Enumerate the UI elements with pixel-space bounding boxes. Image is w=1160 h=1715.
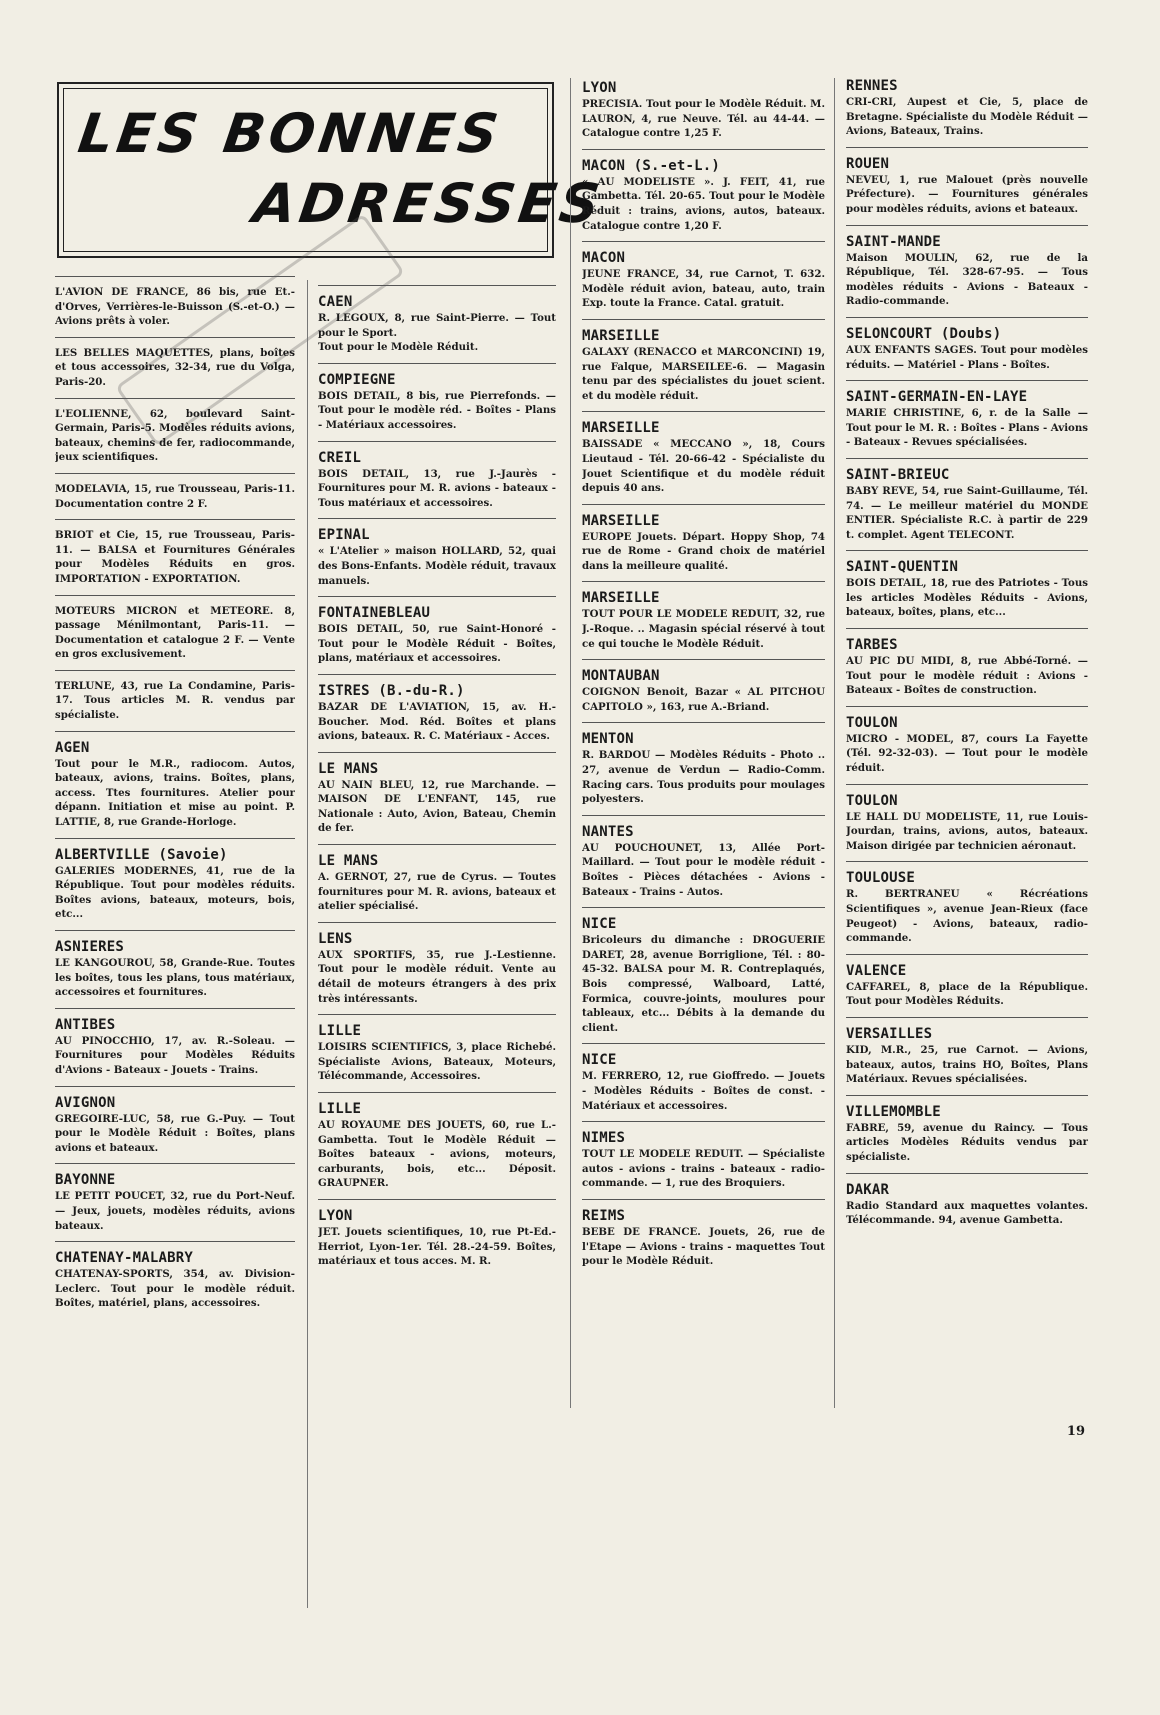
- address-entry: [846, 706, 1088, 784]
- city-heading: NICE: [582, 916, 617, 933]
- city-heading: ROUEN: [846, 155, 890, 172]
- column-divider: [307, 280, 308, 1608]
- address-text: TOUT POUR LE MODELE REDUIT, 32, rue J.-Roque. .. Magasin spécial réservé à tout ce qui touche le Modèle Réduit.: [582, 608, 825, 650]
- address-text: BABY REVE, 54, rue Saint-Guillaume, Tél. 74. — Le meilleur matériel du MONDE ENTIER. Spécialiste R.C. à partir de 229 t. complet. Agent TELECONT.: [846, 484, 1088, 541]
- address-text: LOISIRS SCIENTIFICS, 3, place Richebé. Spécialiste Avions, Bateaux, Moteurs, Télécommande, Accessoires.: [318, 1041, 556, 1083]
- address-entry: [582, 907, 825, 1043]
- city-heading: LYON: [582, 80, 617, 96]
- address-entry: [55, 1163, 295, 1241]
- address-entry: [582, 149, 825, 241]
- city-heading: LE MANS: [318, 760, 379, 777]
- address-text: KID, M.R., 25, rue Carnot. — Avions, bateaux, autos, trains HO, Boîtes, Plans Matériaux. Revues spécialisées.: [846, 1043, 1088, 1086]
- city-heading: BAYONNE: [55, 1172, 116, 1189]
- city-heading: RENNES: [846, 78, 898, 94]
- address-entry: [582, 1199, 825, 1277]
- address-entry: [318, 1199, 556, 1277]
- city-heading: LYON: [318, 1207, 353, 1224]
- address-text: BOIS DETAIL, 8 bis, rue Pierrefonds. — Tout pour le modèle réd. - Boîtes - Plans - Matériaux accessoires.: [318, 389, 556, 431]
- address-text: MOTEURS MICRON et METEORE. 8, passage Ménilmontant, Paris-11. — Documentation et catalogue 2 F. — Vente en gros exclusivement.: [55, 604, 295, 661]
- city-heading: MARSEILLE: [582, 512, 660, 529]
- address-text: EUROPE Jouets. Départ. Hoppy Shop, 74 rue de Rome - Grand choix de matériel dans la meilleure qualité.: [582, 530, 825, 572]
- address-text: BRIOT et Cie, 15, rue Trousseau, Paris-11. — BALSA et Fournitures Générales pour Modèles Réduits en gros. IMPORTATION - EXPORTATION.: [55, 529, 295, 585]
- address-entry: [582, 319, 825, 411]
- city-heading: MONTAUBAN: [582, 668, 660, 685]
- city-heading: TARBES: [846, 637, 898, 654]
- address-entry: [582, 581, 825, 659]
- address-text: R. LEGOUX, 8, rue Saint-Pierre. — Tout pour le Sport. Tout pour le Modèle Réduit.: [318, 312, 556, 354]
- address-text: LE HALL DU MODELISTE, 11, rue Louis-Jourdan, trains, avions, autos, bateaux. Maison dirigée par technicien aéronaut.: [846, 810, 1088, 852]
- column-1: [55, 276, 295, 1706]
- address-text: Maison MOULIN, 62, rue de la République, Tél. 328-67-95. — Tous modèles réduits - Avions - Bateaux - Radio-commande.: [846, 251, 1088, 308]
- address-entry: [582, 1043, 825, 1121]
- city-heading: SELONCOURT (Doubs): [846, 325, 1002, 342]
- city-heading: AVIGNON: [55, 1094, 116, 1111]
- address-entry: [318, 518, 556, 596]
- address-text: AU PINOCCHIO, 17, av. R.-Soleau. — Fournitures pour Modèles Réduits d'Avions - Bateaux - Jouets - Trains.: [55, 1034, 295, 1076]
- address-text: CAFFAREL, 8, place de la République. Tout pour Modèles Réduits.: [846, 980, 1088, 1008]
- city-heading: DAKAR: [846, 1181, 890, 1198]
- address-text: A. GERNOT, 27, rue de Cyrus. — Toutes fournitures pour M. R. avions, bateaux et atelier spécialisé.: [318, 871, 556, 913]
- address-text: « L'Atelier » maison HOLLARD, 52, quai des Bons-Enfants. Modèle réduit, travaux manuels.: [318, 545, 556, 587]
- address-text: L'EOLIENNE, 62, boulevard Saint-Germain, Paris-5. Modèles réduits avions, bateaux, chemins de fer, radiocommande, jeux scientifiques.: [55, 407, 295, 464]
- city-heading: CREIL: [318, 449, 362, 466]
- city-heading: MARSEILLE: [582, 590, 660, 607]
- column-2: [318, 285, 556, 1715]
- address-entry: [582, 411, 825, 503]
- address-text: TERLUNE, 43, rue La Condamine, Paris-17. Tous articles M. R. vendus par spécialiste.: [55, 679, 295, 722]
- address-entry: [318, 1014, 556, 1092]
- address-entry: [846, 78, 1088, 147]
- address-entry: [318, 844, 556, 922]
- address-text: LE KANGOUROU, 58, Grande-Rue. Toutes les boîtes, tous les plans, tous matériaux, accessoires et fournitures.: [55, 957, 295, 999]
- city-heading: LILLE: [318, 1101, 362, 1117]
- address-text: BOIS DETAIL, 50, rue Saint-Honoré - Tout pour le Modèle Réduit - Boîtes, plans, matériaux et accessoires.: [318, 623, 556, 665]
- address-entry: [582, 80, 825, 149]
- address-entry: [55, 519, 295, 594]
- address-text: GALAXY (RENACCO et MARCONCINI) 19, rue Falque, MARSEILEE-6. — Magasin tenu par des spécialistes du jouet scient. et du modèle réduit.: [582, 345, 825, 402]
- address-entry: [846, 147, 1088, 225]
- address-entry: [55, 1008, 295, 1086]
- city-heading: SAINT-MANDE: [846, 233, 941, 250]
- city-heading: NANTES: [582, 823, 634, 840]
- address-text: MICRO - MODEL, 87, cours La Fayette (Tél. 92-32-03). — Tout pour le modèle réduit.: [846, 732, 1088, 775]
- address-entry: [582, 1121, 825, 1199]
- address-entry: [318, 922, 556, 1014]
- city-heading: VALENCE: [846, 962, 907, 979]
- address-entry: [846, 1017, 1088, 1095]
- address-entry: [318, 441, 556, 519]
- address-text: AU ROYAUME DES JOUETS, 60, rue L.-Gambetta. Tout le Modèle Réduit — Boîtes bateaux - avions, moteurs, carburants, bois, etc... Déposit. GRAUPNER.: [318, 1119, 556, 1190]
- city-heading: ASNIERES: [55, 939, 125, 955]
- address-text: TOUT LE MODELE REDUIT. — Spécialiste autos - avions - trains - bateaux - radio-commande. — 1, rue des Broquiers.: [582, 1148, 825, 1190]
- city-heading: LENS: [318, 930, 353, 947]
- address-text: JET. Jouets scientifiques, 10, rue Pt-Ed.-Herriot, Lyon-1er. Tél. 28.-24-59. Boîtes, matériaux et tous acces. M. R.: [318, 1225, 556, 1268]
- address-entry: [318, 1092, 556, 1199]
- address-entry: [846, 225, 1088, 317]
- address-entry: [55, 276, 295, 337]
- address-entry: [318, 596, 556, 674]
- address-text: BOIS DETAIL, 13, rue J.-Jaurès - Fournitures pour M. R. avions - bateaux - Tous matériaux et accessoires.: [318, 467, 556, 509]
- address-entry: [55, 930, 295, 1008]
- city-heading: LILLE: [318, 1023, 362, 1040]
- city-heading: CAEN: [318, 294, 353, 310]
- city-heading: EPINAL: [318, 527, 370, 544]
- address-text: BOIS DETAIL, 18, rue des Patriotes - Tous les articles Modèles Réduits - Avions, bateaux, boîtes, plans, etc...: [846, 577, 1088, 619]
- city-heading: LE MANS: [318, 853, 379, 870]
- address-entry: [55, 838, 295, 930]
- address-text: M. FERRERO, 12, rue Gioffredo. — Jouets - Modèles Réduits - Boîtes de const. - Matériaux et accessoires.: [582, 1070, 825, 1112]
- city-heading: AGEN: [55, 739, 90, 756]
- city-heading: FONTAINEBLEAU: [318, 605, 431, 622]
- address-entry: [318, 285, 556, 363]
- page-number: 19: [1066, 1424, 1085, 1439]
- address-text: R. BARDOU — Modèles Réduits - Photo .. 27, avenue de Verdun — Radio-Comm. Racing cars. Tous produits pour moulages polyesters.: [582, 749, 825, 806]
- column-divider: [834, 78, 835, 1408]
- address-text: JEUNE FRANCE, 34, rue Carnot, T. 632. Modèle réduit avion, bateau, auto, train Exp. toute la France. Catal. gratuit.: [582, 268, 825, 310]
- address-entry: [318, 752, 556, 844]
- address-entry: [846, 380, 1088, 458]
- city-heading: TOULON: [846, 792, 898, 809]
- city-heading: NIMES: [582, 1130, 626, 1147]
- address-entry: [55, 731, 295, 838]
- address-text: COIGNON Benoit, Bazar « AL PITCHOU CAPITOLO », 163, rue A.-Briand.: [582, 686, 825, 713]
- address-text: BEBE DE FRANCE. Jouets, 26, rue de l'Etape — Avions - trains - maquettes Tout pour le Modèle Réduit.: [582, 1225, 825, 1268]
- address-text: MARIE CHRISTINE, 6, r. de la Salle — Tout pour le M. R. : Boîtes - Plans - Avions - Bateaux - Revues spécialisées.: [846, 407, 1088, 449]
- address-entry: [582, 241, 825, 319]
- city-heading: CHATENAY-MALABRY: [55, 1250, 194, 1267]
- address-entry: [582, 504, 825, 582]
- address-entry: [846, 458, 1088, 550]
- city-heading: NICE: [582, 1052, 617, 1069]
- address-entry: [582, 722, 825, 814]
- address-text: AUX ENFANTS SAGES. Tout pour modèles réduits. — Matériel - Plans - Boîtes.: [846, 343, 1088, 371]
- address-entry: [846, 954, 1088, 1017]
- address-entry: [55, 1241, 295, 1319]
- address-entry: [318, 363, 556, 441]
- address-text: R. BERTRANEU « Récréations Scientifiques », avenue Jean-Rieux (face Peugeot) - Avions, bateaux, radio-commande.: [846, 888, 1088, 945]
- address-entry: [582, 815, 825, 907]
- city-heading: TOULOUSE: [846, 870, 916, 887]
- city-heading: ANTIBES: [55, 1016, 116, 1033]
- city-heading: TOULON: [846, 714, 898, 731]
- address-text: Tout pour le M.R., radiocom. Autos, bateaux, avions, trains. Boîtes, plans, access. Ttes fournitures. Atelier pour dépann. Initiation et mise au point. P. LATTIE, 8, rue Grande-Horloge.: [55, 757, 295, 829]
- address-text: FABRE, 59, avenue du Raincy. — Tous articles Modèles Réduits vendus par spécialiste.: [846, 1121, 1088, 1163]
- city-heading: MARSEILLE: [582, 420, 660, 437]
- city-heading: REIMS: [582, 1207, 626, 1224]
- city-heading: ALBERTVILLE (Savoie): [55, 846, 228, 863]
- address-text: AU POUCHOUNET, 13, Allée Port-Maillard. — Tout pour le modèle réduit - Boîtes - Pièces détachées - Avions - Bateaux - Trains - Autos.: [582, 841, 825, 898]
- address-text: MODELAVIA, 15, rue Trousseau, Paris-11. Documentation contre 2 F.: [55, 482, 295, 510]
- address-entry: [846, 317, 1088, 380]
- address-entry: [846, 784, 1088, 862]
- address-entry: [318, 674, 556, 752]
- address-text: LE PETIT POUCET, 32, rue du Port-Neuf. — Jeux, jouets, modèles réduits, avions bateaux.: [55, 1190, 295, 1232]
- city-heading: ISTRES (B.-du-R.): [318, 682, 465, 699]
- address-entry: [846, 628, 1088, 706]
- city-heading: COMPIEGNE: [318, 371, 396, 388]
- address-text: « AU MODELISTE ». J. FEIT, 41, rue Gambetta. Tél. 20-65. Tout pour le Modèle Réduit : trains, avions, autos, bateaux. Catalogue contre 1,20 F.: [582, 175, 825, 232]
- city-heading: SAINT-QUENTIN: [846, 559, 959, 576]
- address-text: LES BELLES MAQUETTES, plans, boîtes et tous accessoires, 32-34, rue du Volga, Paris-20.: [55, 346, 295, 388]
- column-divider: [570, 78, 571, 1408]
- city-heading: MACON (S.-et-L.): [582, 157, 721, 174]
- page-title-line-2: ADRESSES: [249, 172, 608, 235]
- address-text: PRECISIA. Tout pour le Modèle Réduit. M. LAURON, 4, rue Neuve. Tél. au 44-44. — Catalogue contre 1,25 F.: [582, 98, 825, 140]
- address-entry: [846, 861, 1088, 953]
- address-text: AUX SPORTIFS, 35, rue J.-Lestienne. Tout pour le modèle réduit. Vente au détail de moteurs étrangers à des prix très intéressants.: [318, 948, 556, 1005]
- address-text: AU PIC DU MIDI, 8, rue Abbé-Torné. — Tout pour le modèle réduit : Avions - Bateaux - Boîtes de construction.: [846, 655, 1088, 697]
- address-text: BAZAR DE L'AVIATION, 15, av. H.-Boucher. Mod. Réd. Boîtes et plans avions, bateaux. R. C. Matériaux - Acces.: [318, 700, 556, 743]
- address-text: Radio Standard aux maquettes volantes. Télécommande. 94, avenue Gambetta.: [846, 1199, 1088, 1227]
- page-title-line-1: LES BONNES: [74, 102, 506, 165]
- address-entry: [55, 337, 295, 398]
- city-heading: MENTON: [582, 731, 634, 748]
- city-heading: SAINT-BRIEUC: [846, 466, 950, 483]
- address-entry: [55, 670, 295, 731]
- address-text: GALERIES MODERNES, 41, rue de la République. Tout pour modèles réduits. Boîtes avions, bateaux, moteurs, bois, etc...: [55, 864, 295, 921]
- address-entry: [846, 1095, 1088, 1173]
- city-heading: MACON: [582, 250, 626, 267]
- address-entry: [846, 550, 1088, 628]
- address-text: CRI-CRI, Aupest et Cie, 5, place de Bretagne. Spécialiste du Modèle Réduit — Avions, Bateaux, Trains.: [846, 96, 1088, 138]
- address-text: CHATENAY-SPORTS, 354, av. Division-Leclerc. Tout pour le modèle réduit. Boîtes, matériel, plans, accessoires.: [55, 1268, 295, 1310]
- address-entry: [55, 398, 295, 473]
- column-3: [582, 80, 825, 1510]
- address-text: NEVEU, 1, rue Malouet (près nouvelle Préfecture). — Fournitures générales pour modèles réduits, avions et bateaux.: [846, 173, 1088, 215]
- address-text: L'AVION DE FRANCE, 86 bis, rue Et.-d'Orves, Verrières-le-Buisson (S.-et-O.) — Avions prêts à voler.: [55, 286, 295, 328]
- address-text: GREGOIRE-LUC, 58, rue G.-Puy. — Tout pour le Modèle Réduit : Boîtes, plans avions et bateaux.: [55, 1112, 295, 1154]
- city-heading: SAINT-GERMAIN-EN-LAYE: [846, 389, 1028, 406]
- city-heading: MARSEILLE: [582, 327, 660, 344]
- address-text: Bricoleurs du dimanche : DROGUERIE DARET, 28, avenue Borriglione, Tél. : 80-45-32. BALSA pour M. R. Contreplaqués, Bois compressé, Walboard, Latté, Formica, couvre-joints, moulures pour tableaux, etc... Débits à la demande du client.: [582, 934, 825, 1034]
- city-heading: VILLEMOMBLE: [846, 1103, 941, 1120]
- city-heading: VERSAILLES: [846, 1025, 933, 1042]
- address-entry: [55, 1086, 295, 1164]
- address-entry: [55, 473, 295, 519]
- address-text: AU NAIN BLEU, 12, rue Marchande. — MAISON DE L'ENFANT, 145, rue Nationale : Auto, Avion, Bateau, Chemin de fer.: [318, 778, 556, 835]
- address-entry: [55, 595, 295, 670]
- column-4: [846, 78, 1088, 1508]
- address-entry: [582, 659, 825, 722]
- address-text: BAISSADE « MECCANO », 18, Cours Lieutaud - Tél. 20-66-42 - Spécialiste du Jouet Scientifique et du modèle réduit depuis 40 ans.: [582, 438, 825, 495]
- address-entry: [846, 1173, 1088, 1236]
